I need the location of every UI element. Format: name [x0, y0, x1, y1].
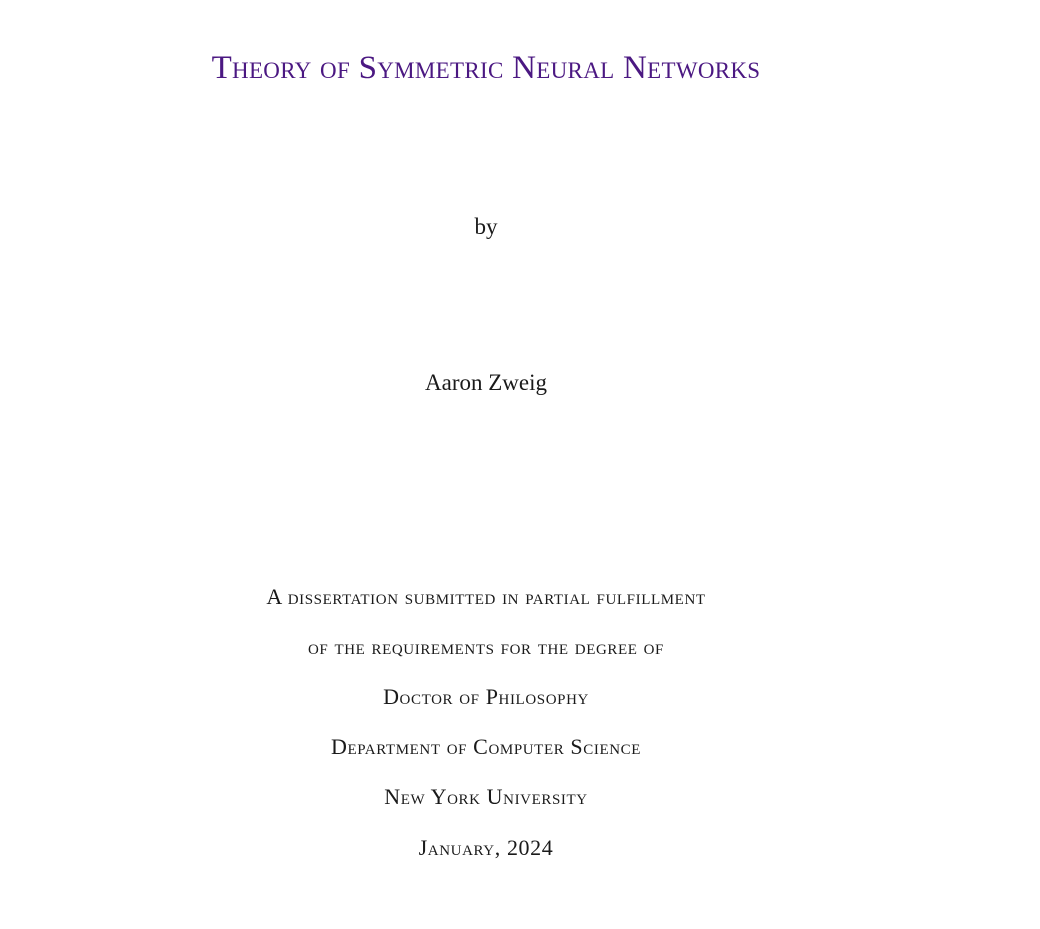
author-name: Aaron Zweig [425, 370, 547, 395]
university-name: New York University [384, 784, 588, 809]
department-name: Department of Computer Science [330, 734, 642, 759]
statement-line-requirements: of the requirements for the degree of [307, 634, 665, 659]
statement-line-submitted: A dissertation submitted in partial fulfillment [266, 584, 706, 609]
submission-date: January, 2024 [418, 835, 554, 860]
degree-name: Doctor of Philosophy [383, 684, 589, 709]
dissertation-title: Theory of Symmetric Neural Networks [211, 50, 761, 86]
by-label: by [474, 214, 498, 239]
